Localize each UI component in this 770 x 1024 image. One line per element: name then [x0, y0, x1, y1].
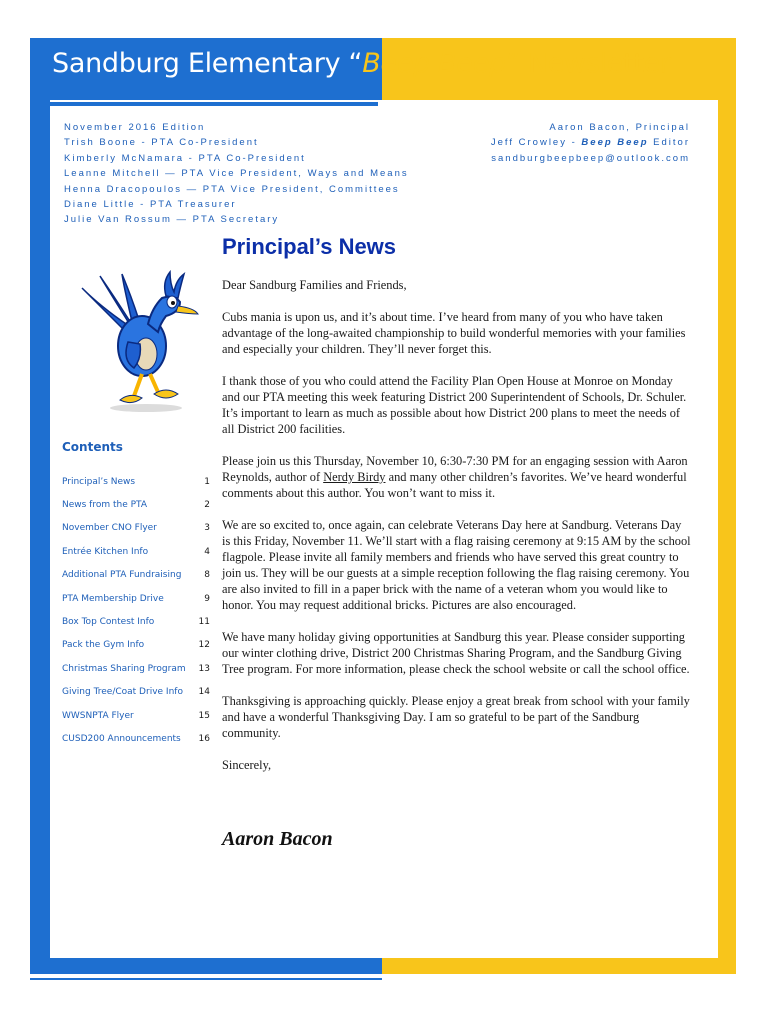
title-part-3: ” Newsletter [505, 48, 671, 79]
contents-item-page: 12 [198, 640, 210, 651]
letter-paragraph: Thanksgiving is approaching quickly. Please enjoy a great break from school with your family and have a wonderful Thanksgiving Day. I am so grateful to be part of the Sandburg community. [222, 694, 690, 740]
contents-item[interactable] [62, 681, 210, 704]
footer-bar-yellow [382, 958, 736, 974]
letter-paragraph [222, 453, 692, 501]
letter-text: Please join us this Thursday, November 10, 6:30-7:30 PM for an engaging session with Aaron Reynolds, author of [222, 454, 688, 484]
contents-item-label: Additional PTA Fundraising [62, 570, 182, 581]
officer-line: Trish Boone - PTA Co-President [64, 137, 259, 149]
contents-item-label: Box Top Contest Info [62, 617, 155, 628]
contents-item-page: 8 [204, 570, 210, 581]
officer-line: Leanne Mitchell — PTA Vice President, Ways and Means [64, 168, 409, 180]
officer-line: Diane Little - PTA Treasurer [64, 199, 237, 211]
title-part-2: Beep Beep [362, 48, 506, 79]
contents-item-label: CUSD200 Announcements [62, 733, 181, 744]
contents-item-page: 4 [204, 546, 210, 557]
letter-paragraph: We are so excited to, once again, can celebrate Veterans Day here at Sandburg. Veterans Day is this Friday, November 11. We’ll start with a flag raising ceremony at 9:15 AM by the school flagpole. Please invite all family members and friends who have served this great country to join us. They will be our guests at a simple reception following the flag raising ceremony. You are also invited to fill in a paper brick with the name of a veteran whom you would like to honor. You may request additional bricks. Pictures are also encouraged. [222, 518, 691, 612]
newsletter-email[interactable]: sandburgbeepbeep@outlook.com [491, 152, 690, 164]
editor-role: Editor [648, 137, 690, 149]
contents-item[interactable] [62, 704, 210, 727]
contents-item-label: Entrée Kitchen Info [62, 546, 149, 557]
contents-item-label: PTA Membership Drive [62, 593, 164, 604]
contents-item-label: Giving Tree/Coat Drive Info [62, 687, 183, 698]
officer-line: Julie Van Rossum — PTA Secretary [64, 214, 280, 226]
contents-item-label: Pack the Gym Info [62, 640, 145, 651]
pta-officers-list [64, 120, 484, 228]
contents-item-page: 1 [204, 476, 210, 487]
contents-item-page: 11 [198, 617, 210, 628]
officer-line: Henna Dracopoulos — PTA Vice President, Committees [64, 183, 400, 195]
contents-item[interactable] [62, 587, 210, 610]
table-of-contents [62, 470, 210, 751]
letter-paragraph: We have many holiday giving opportunities at Sandburg this year. Please consider supporting our winter clothing drive, District 200 Christmas Sharing Program, and the Sandburg Giving Tree program. For more information, please check the school website or call the school office. [222, 630, 690, 676]
footer-rule [30, 978, 382, 980]
letter-paragraph: Cubs mania is upon us, and it’s about time. I’ve heard from many of you who have taken advantage of the long-awaited championship to build wonderful memories with your families and especially your children. They’ll never forget this. [222, 310, 686, 356]
signature: Aaron Bacon [222, 828, 333, 850]
officer-line: Kimberly McNamara - PTA Co-President [64, 152, 306, 164]
contents-item-label: November CNO Flyer [62, 523, 157, 534]
letter-greeting: Dear Sandburg Families and Friends, [222, 278, 407, 292]
section-title: Principal’s News [222, 234, 397, 259]
contents-item-label: News from the PTA [62, 500, 147, 511]
contents-item[interactable] [62, 564, 210, 587]
contents-item-page: 3 [204, 523, 210, 534]
footer-bar-blue [30, 958, 382, 974]
nerdy-birdy-link[interactable]: Nerdy Birdy [323, 470, 386, 484]
edition-label: November 2016 Edition [64, 122, 206, 133]
contents-item[interactable] [62, 634, 210, 657]
contents-item-page: 15 [198, 710, 210, 721]
contents-item[interactable] [62, 540, 210, 563]
editor-line [430, 135, 690, 150]
right-border-bar [718, 38, 736, 974]
contents-item-page: 13 [198, 663, 210, 674]
principal-letter [222, 277, 692, 773]
letter-paragraph: I thank those of you who could attend the Facility Plan Open House at Monroe on Monday and our PTA meeting this week featuring District 200 Superintendent of Schools, Dr. Schuler. It’s important to learn as much as possible about how District 200 plans to meet the needs of all District 200 facilities. [222, 374, 687, 436]
contents-item[interactable] [62, 470, 210, 493]
header-rule [38, 102, 378, 106]
contents-item-page: 2 [204, 500, 210, 511]
roadrunner-mascot-icon [62, 268, 202, 414]
letter-text: and many other children’s favorites. We’ve heard wonderful comments about this author. You won’t want to miss it. [222, 470, 687, 500]
contents-item-page: 16 [198, 733, 210, 744]
contents-item[interactable] [62, 727, 210, 750]
contents-item[interactable] [62, 610, 210, 633]
contents-item[interactable] [62, 657, 210, 680]
newsletter-title [52, 44, 720, 88]
contents-item-label: Christmas Sharing Program [62, 663, 186, 674]
left-border-bar [30, 38, 50, 974]
title-part-1: Sandburg Elementary “ [52, 48, 363, 79]
editor-publication: Beep Beep [581, 137, 649, 149]
contents-item-page: 14 [198, 687, 210, 698]
contents-item-label: WWSNPTA Flyer [62, 710, 134, 721]
principal-name: Aaron Bacon, Principal [549, 122, 690, 133]
principal-contact-block [430, 120, 690, 166]
contents-item-label: Principal’s News [62, 476, 136, 487]
letter-closing: Sincerely, [222, 758, 272, 772]
editor-name: Jeff Crowley - [490, 137, 582, 149]
contents-item[interactable] [62, 493, 210, 516]
contents-heading: Contents [62, 440, 123, 454]
contents-item[interactable] [62, 517, 210, 540]
contents-item-page: 9 [204, 593, 210, 604]
